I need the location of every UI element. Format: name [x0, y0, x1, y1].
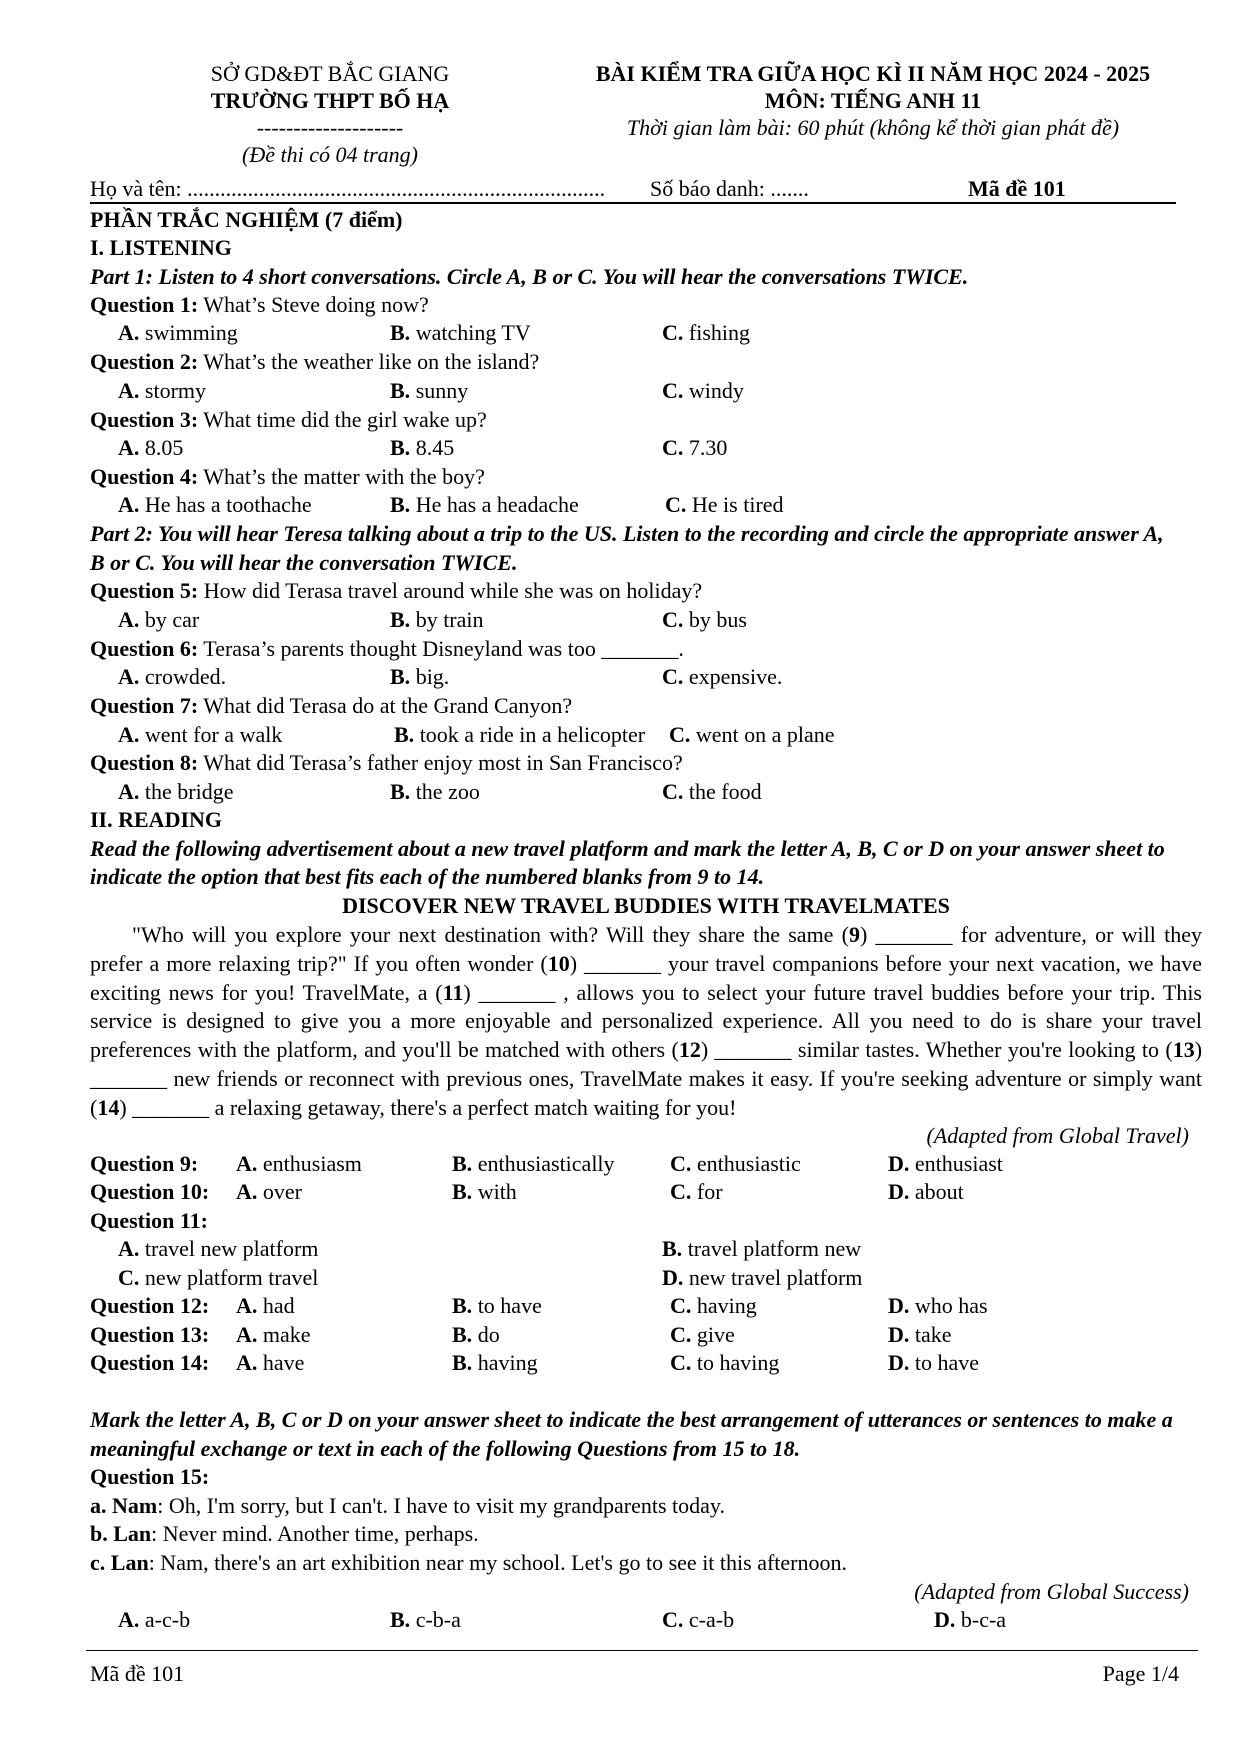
q13-option-a: A. make — [236, 1322, 311, 1347]
exam-title: BÀI KIỂM TRA GIỮA HỌC KÌ II NĂM HỌC 2024 - 2025 — [595, 61, 1151, 86]
name-dots: ............................................................................ — [187, 176, 606, 201]
q8-option-b: B. the zoo — [390, 779, 480, 804]
q12-option-b: B. to have — [452, 1293, 542, 1318]
q13-option-b: B. do — [452, 1322, 500, 1347]
question-12: Question 12: — [90, 1293, 210, 1318]
q8-option-a: A. the bridge — [118, 779, 234, 804]
q2-option-c: C. windy — [662, 378, 744, 403]
question-15: Question 15: — [90, 1464, 210, 1489]
question-7: Question 7: What did Terasa do at the Grand Canyon? — [90, 693, 573, 718]
q8-option-c: C. the food — [662, 779, 762, 804]
exam-time: Thời gian làm bài: 60 phút (không kể thời gian phát đề) — [626, 115, 1120, 140]
q10-option-b: B. with — [452, 1179, 517, 1204]
q11-option-a: A. travel new platform — [118, 1236, 319, 1261]
blank-number: 10 — [547, 950, 570, 976]
q2-option-b: B. sunny — [390, 378, 469, 403]
question-4: Question 4: What’s the matter with the boy? — [90, 464, 485, 489]
part2-instruction-line2: B or C. You will hear the conversation TWICE. — [90, 550, 518, 575]
question-3: Question 3: What time did the girl wake up? — [90, 407, 487, 432]
blank-number: 9 — [849, 922, 860, 947]
q7-option-c: C. went on a plane — [669, 722, 835, 747]
q3-option-c: C. 7.30 — [662, 435, 728, 460]
blank-number: 13 — [1172, 1037, 1195, 1063]
q14-option-c: C. to having — [670, 1350, 780, 1375]
header-divider — [90, 202, 1176, 204]
q7-option-a: A. went for a walk — [118, 722, 283, 747]
header-right — [548, 60, 1198, 141]
name-label: Họ và tên: — [90, 176, 188, 201]
blank-number: 11 — [442, 979, 464, 1005]
question-6: Question 6: Terasa’s parents thought Disneyland was too _______. — [90, 636, 684, 661]
student-name-line — [90, 176, 605, 202]
q10-option-d: D. about — [888, 1179, 964, 1204]
q14-option-d: D. to have — [888, 1350, 980, 1375]
q13-option-c: C. give — [670, 1322, 735, 1347]
footer-divider — [86, 1650, 1198, 1651]
q5-option-b: B. by train — [390, 607, 484, 632]
reading-instruction-line1: Read the following advertisement about a new travel platform and mark the letter A, B, C or D on your answer sheet to — [90, 836, 1165, 861]
q15-option-d: D. b-c-a — [934, 1607, 1007, 1632]
q2-option-a: A. stormy — [118, 378, 207, 403]
q9-option-b: B. enthusiastically — [452, 1151, 615, 1176]
passage-text: ) _______ for adventure, or will they prefer a more relaxing trip?" If you often wonder ( — [90, 922, 1202, 976]
blank-number: 12 — [678, 1037, 701, 1063]
passage-text: ) _______ a relaxing getaway, there's a perfect match waiting for you! — [119, 1094, 737, 1120]
q4-option-b: B. He has a headache — [390, 492, 579, 517]
listening-title: I. LISTENING — [90, 235, 232, 260]
q11-option-d: D. new travel platform — [662, 1265, 863, 1290]
q10-option-a: A. over — [236, 1179, 302, 1204]
footer-exam-code: Mã đề 101 — [90, 1661, 185, 1686]
utterance-b: b. Lan: Never mind. Another time, perhaps. — [90, 1521, 479, 1546]
q5-option-a: A. by car — [118, 607, 200, 632]
pages-note: (Đề thi có 04 trang) — [242, 142, 418, 167]
q13-option-d: D. take — [888, 1322, 952, 1347]
q9-option-d: D. enthusiast — [888, 1151, 1003, 1176]
question-11: Question 11: — [90, 1208, 208, 1233]
utterance-c: c. Lan: Nam, there's an art exhibition near my school. Let's go to see it this afternoon. — [90, 1550, 847, 1575]
q12-option-a: A. had — [236, 1293, 295, 1318]
passage-title: DISCOVER NEW TRAVEL BUDDIES WITH TRAVELMATES — [342, 893, 950, 918]
q4-option-c: C. He is tired — [665, 492, 784, 517]
q9-option-a: A. enthusiasm — [236, 1151, 362, 1176]
arrangement-instruction-line1: Mark the letter A, B, C or D on your answer sheet to indicate the best arrangement of utterances or sentences to make a — [90, 1407, 1173, 1432]
q1-option-b: B. watching TV — [390, 320, 531, 345]
school-name: TRƯỜNG THPT BỐ HẠ — [210, 88, 450, 113]
q6-option-b: B. big. — [390, 664, 450, 689]
passage-text: ) _______ similar tastes. Whether you're looking to ( — [700, 1037, 1173, 1063]
question-10: Question 10: — [90, 1179, 210, 1204]
q1-option-c: C. fishing — [662, 320, 751, 345]
q1-option-a: A. swimming — [118, 320, 238, 345]
passage-text: ) _______ your travel companions before your next vacation, we have exciting news for you! TravelMate, a ( — [90, 950, 1202, 1005]
question-14: Question 14: — [90, 1350, 210, 1375]
q4-option-a: A. He has a toothache — [118, 492, 312, 517]
question-13: Question 13: — [90, 1322, 210, 1347]
subject-name: MÔN: TIẾNG ANH 11 — [764, 88, 982, 113]
department-name: SỞ GD&ĐT BẮC GIANG — [210, 61, 450, 86]
passage-source: (Adapted from Global Travel) — [926, 1123, 1189, 1148]
q15-option-c: C. c-a-b — [662, 1607, 735, 1632]
header-dashes: -------------------- — [256, 115, 404, 140]
arrangement-instruction-line2: meaningful exchange or text in each of the following Questions from 15 to 18. — [90, 1436, 801, 1461]
passage-text: ) _______ , allows you to select your future travel buddies before your trip. This service is designed to give you a more enjoyable and personalized experience. All you need to do is share your travel preferences with the platform, and you'll be matched with others ( — [90, 979, 1202, 1063]
reading-title: II. READING — [90, 807, 223, 832]
q14-option-b: B. having — [452, 1350, 538, 1375]
q14-option-a: A. have — [236, 1350, 305, 1375]
exam-code: Mã đề 101 — [968, 176, 1066, 201]
q3-option-b: B. 8.45 — [390, 435, 455, 460]
header-left — [180, 60, 480, 168]
q15-option-b: B. c-b-a — [390, 1607, 461, 1632]
q11-option-c: C. new platform travel — [118, 1265, 319, 1290]
footer-page-number: Page 1/4 — [1102, 1661, 1179, 1686]
section-title: PHẦN TRẮC NGHIỆM (7 điểm) — [90, 207, 403, 232]
q3-option-a: A. 8.05 — [118, 435, 184, 460]
question-5: Question 5: How did Terasa travel around while she was on holiday? — [90, 578, 703, 603]
utterance-a: a. Nam: Oh, I'm sorry, but I can't. I have to visit my grandparents today. — [90, 1493, 725, 1518]
q7-option-b: B. took a ride in a helicopter — [394, 722, 646, 747]
part2-instruction-line1: Part 2: You will hear Teresa talking about a trip to the US. Listen to the recording and circle the appropriate answer A, — [90, 521, 1164, 546]
passage-text: ) _______ new friends or reconnect with previous ones, TravelMate makes it easy. If you're seeking adventure or simply want ( — [90, 1037, 1203, 1120]
part1-instruction: Part 1: Listen to 4 short conversations. Circle A, B or C. You will hear the conversations TWICE. — [90, 264, 969, 289]
q9-option-c: C. enthusiastic — [670, 1151, 801, 1176]
q5-option-c: C. by bus — [662, 607, 747, 632]
q12-option-d: D. who has — [888, 1293, 988, 1318]
candidate-number: Số báo danh: ....... — [650, 176, 809, 201]
reading-passage — [90, 921, 1202, 1123]
q11-option-b: B. travel platform new — [662, 1236, 862, 1261]
arrangement-source: (Adapted from Global Success) — [914, 1579, 1189, 1604]
reading-instruction-line2: indicate the option that best fits each of the numbered blanks from 9 to 14. — [90, 864, 765, 889]
q15-option-a: A. a-c-b — [118, 1607, 191, 1632]
passage-text: "Who will you explore your next destination with? Will they share the same ( — [132, 922, 849, 947]
q10-option-c: C. for — [670, 1179, 723, 1204]
q6-option-c: C. expensive. — [662, 664, 783, 689]
blank-number: 14 — [97, 1094, 120, 1120]
question-1: Question 1: What’s Steve doing now? — [90, 292, 429, 317]
question-2: Question 2: What’s the weather like on the island? — [90, 349, 540, 374]
question-9: Question 9: — [90, 1151, 199, 1176]
question-8: Question 8: What did Terasa’s father enjoy most in San Francisco? — [90, 750, 683, 775]
q12-option-c: C. having — [670, 1293, 757, 1318]
q6-option-a: A. crowded. — [118, 664, 227, 689]
